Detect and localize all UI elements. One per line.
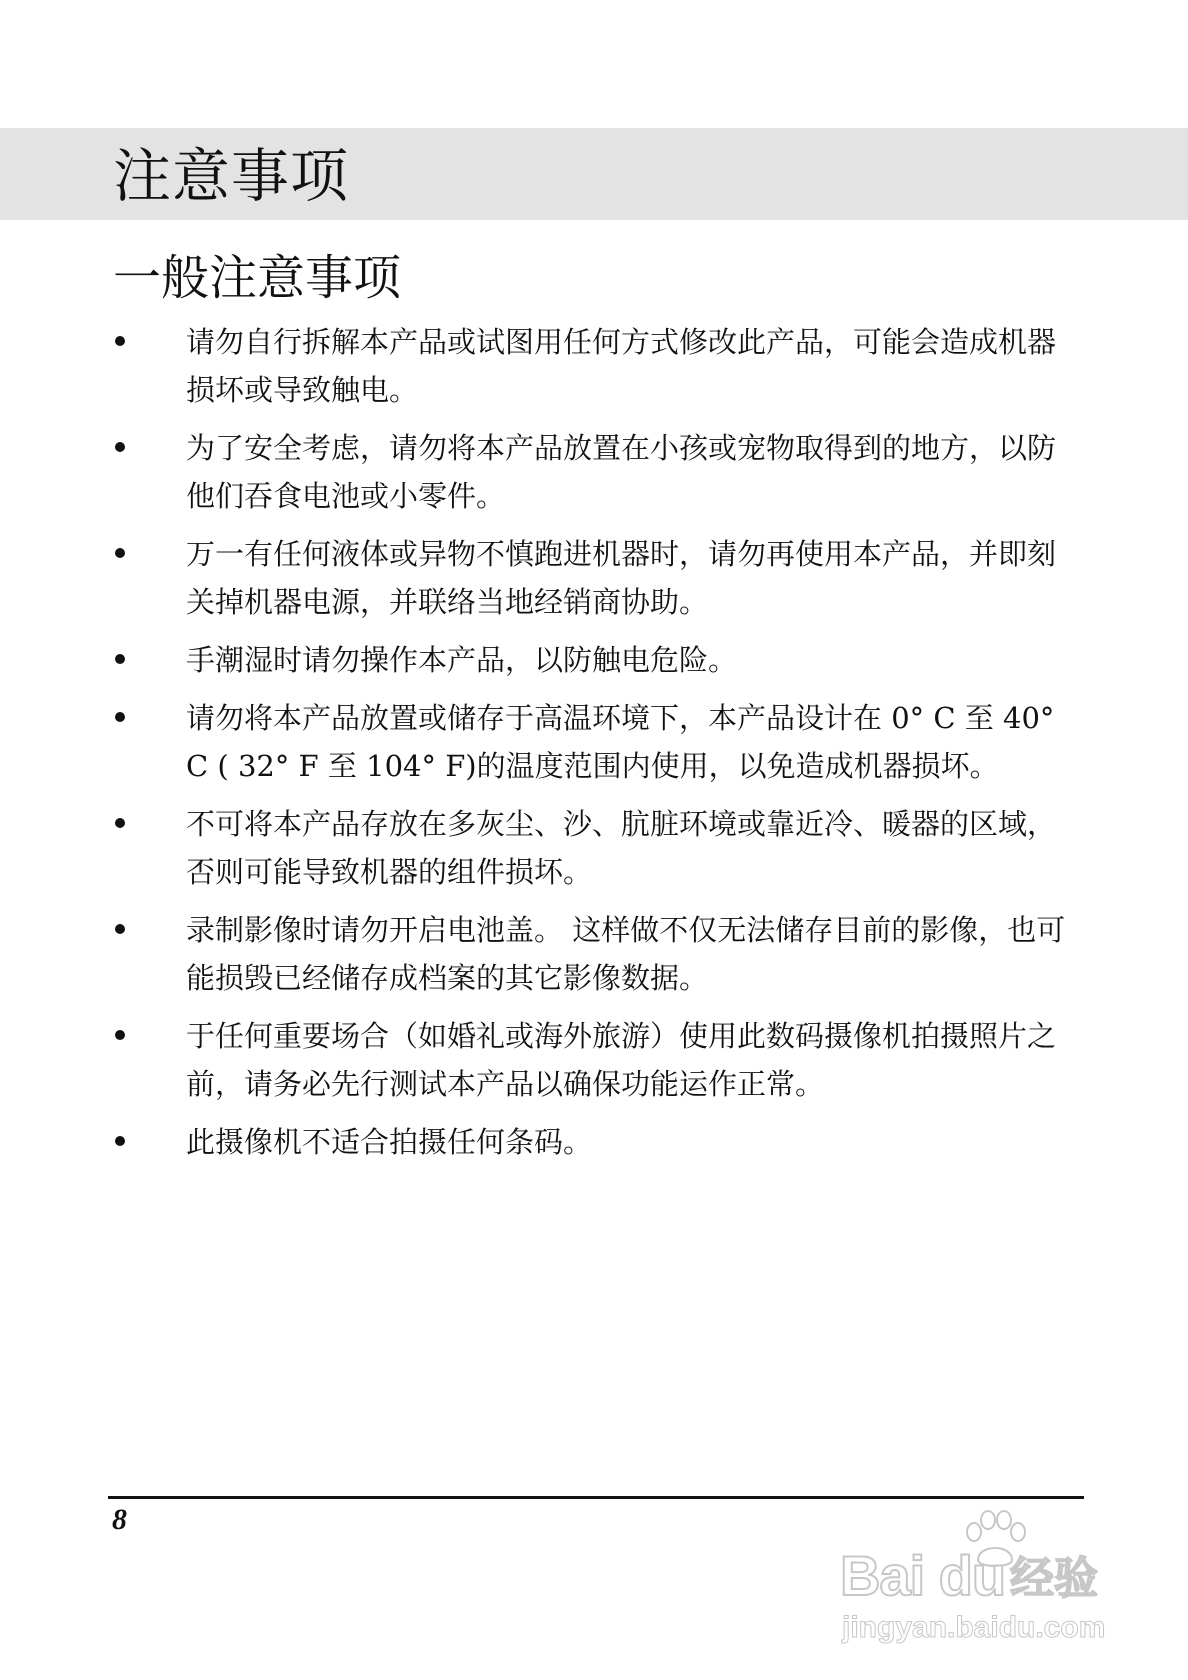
note-text: 万一有任何液体或异物不慎跑进机器时，请勿再使用本产品，并即刻关掉机器电源，并联络当地经销商协助。 (186, 537, 1057, 619)
note-item (113, 318, 1083, 414)
note-text: 请勿自行拆解本产品或试图用任何方式修改此产品，可能会造成机器损坏或导致触电。 (186, 325, 1057, 407)
note-item (113, 530, 1083, 626)
note-item (113, 800, 1083, 896)
note-item (113, 906, 1083, 1002)
note-text: 请勿将本产品放置或储存于高温环境下，本产品设计在 0° C 至 40° C ( 32° F 至 104° F)的温度范围内使用，以免造成机器损坏。 (186, 701, 1055, 783)
note-text: 于任何重要场合（如婚礼或海外旅游）使用此数码摄像机拍摄照片之前，请务必先行测试本产品以确保功能运作正常。 (186, 1019, 1057, 1101)
watermark-url: jingyan.baidu.com (842, 1611, 1106, 1644)
note-item (113, 694, 1083, 790)
note-item (113, 424, 1083, 520)
bullet-icon (115, 1136, 125, 1146)
bullet-icon (115, 818, 125, 828)
bullet-icon (115, 336, 125, 346)
page-number: 8 (112, 1503, 127, 1536)
note-text: 此摄像机不适合拍摄任何条码。 (186, 1125, 593, 1159)
bullet-icon (115, 924, 125, 934)
watermark-service: 经验 (1010, 1553, 1098, 1604)
bullet-icon (115, 442, 125, 452)
note-text: 不可将本产品存放在多灰尘、沙、肮脏环境或靠近冷、暖器的区域，否则可能导致机器的组件损坏。 (186, 807, 1057, 889)
notes-list (113, 318, 1083, 1176)
note-item (113, 1118, 1083, 1166)
page-title: 注意事项 (113, 142, 350, 210)
note-item (113, 1012, 1083, 1108)
note-text: 手潮湿时请勿操作本产品，以防触电危险。 (186, 643, 738, 677)
note-item (113, 636, 1083, 684)
watermark-brand: Bai du (840, 1544, 1006, 1607)
bullet-icon (115, 548, 125, 558)
note-text: 为了安全考虑，请勿将本产品放置在小孩或宠物取得到的地方，以防他们吞食电池或小零件。 (186, 431, 1057, 513)
footer-rule (108, 1496, 1084, 1499)
bullet-icon (115, 1030, 125, 1040)
baidu-watermark (840, 1510, 1120, 1660)
section-heading: 一般注意事项 (113, 250, 402, 306)
note-text: 录制影像时请勿开启电池盖。 这样做不仅无法储存目前的影像，也可能损毁已经储存成档案的其它影像数据。 (186, 913, 1066, 995)
bullet-icon (115, 712, 125, 722)
bullet-icon (115, 654, 125, 664)
